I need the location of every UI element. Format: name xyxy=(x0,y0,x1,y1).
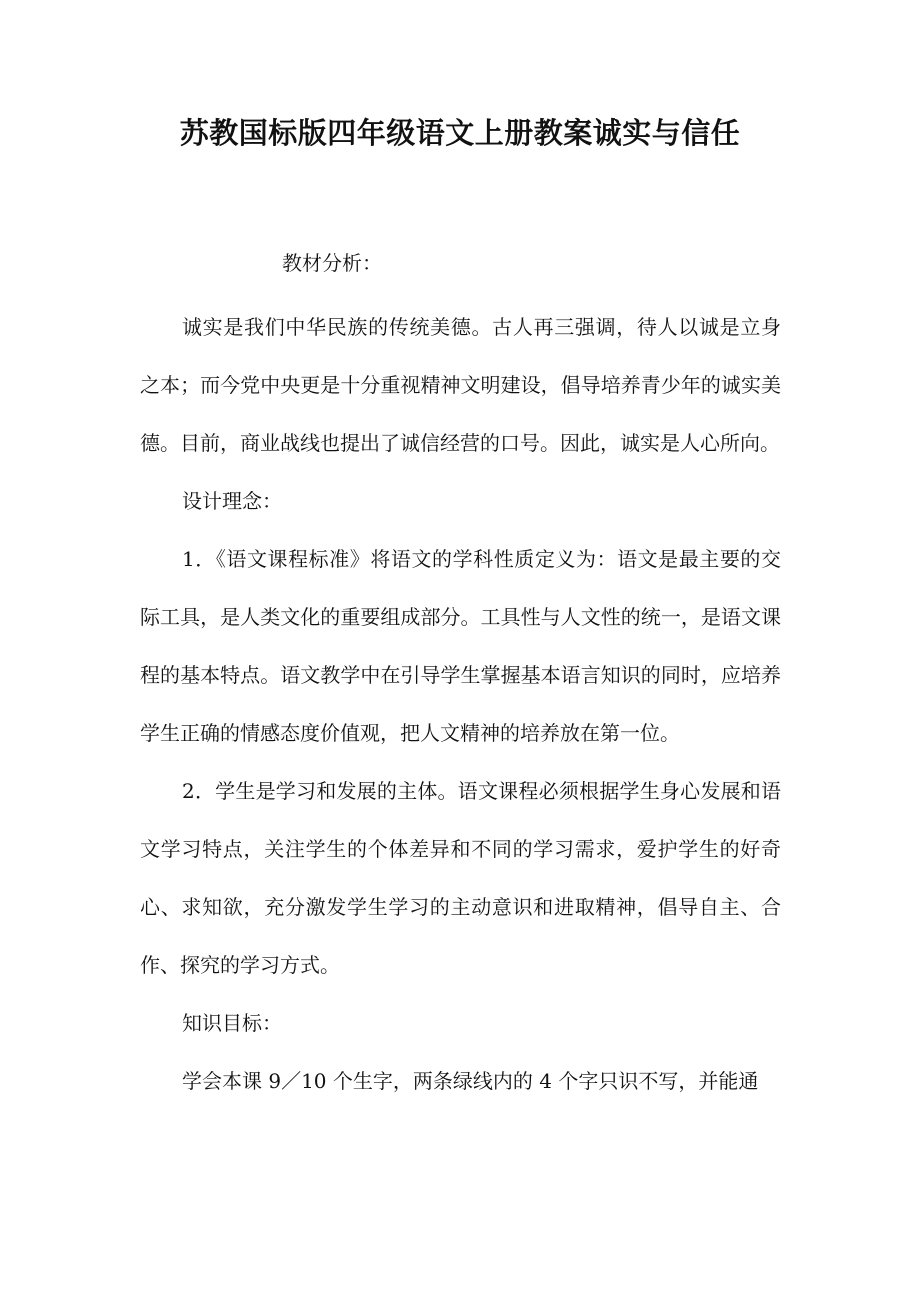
document-body xyxy=(140,298,781,1110)
paragraph-goal: 学会本课 9／10 个生字，两条绿线内的 4 个字只识不写，并能通 xyxy=(182,1069,759,1093)
document-title: 苏教国标版四年级语文上册教案诚实与信任 xyxy=(179,116,741,150)
paragraph-material-analysis: 诚实是我们中华民族的传统美德。古人再三强调，待人以诚是立身之本；而今党中央更是十分重视精神文明建设，倡导培养青少年的诚实美德。目前，商业战线也提出了诚信经营的口号。因此，诚实是人心所向。 xyxy=(140,315,781,455)
paragraph-design-2: 2．学生是学习和发展的主体。语文课程必须根据学生身心发展和语文学习特点，关注学生的个体差异和不同的学习需求，爱护学生的好奇心、求知欲，充分激发学生学习的主动意识和进取精神，倡导自主、合作、探究的学习方式。 xyxy=(140,779,781,977)
paragraph-design-1: 1．《语文课程标准》将语文的学科性质定义为：语文是最主要的交际工具，是人类文化的重要组成部分。工具性与人文性的统一，是语文课程的基本特点。语文教学中在引导学生掌握基本语言知识的同时，应培养学生正确的情感态度价值观，把人文精神的培养放在第一位。 xyxy=(140,547,781,745)
section-heading-design: 设计理念： xyxy=(182,489,282,513)
section-heading-goal: 知识目标： xyxy=(182,1011,282,1035)
section-heading-material: 教材分析： xyxy=(282,251,382,275)
